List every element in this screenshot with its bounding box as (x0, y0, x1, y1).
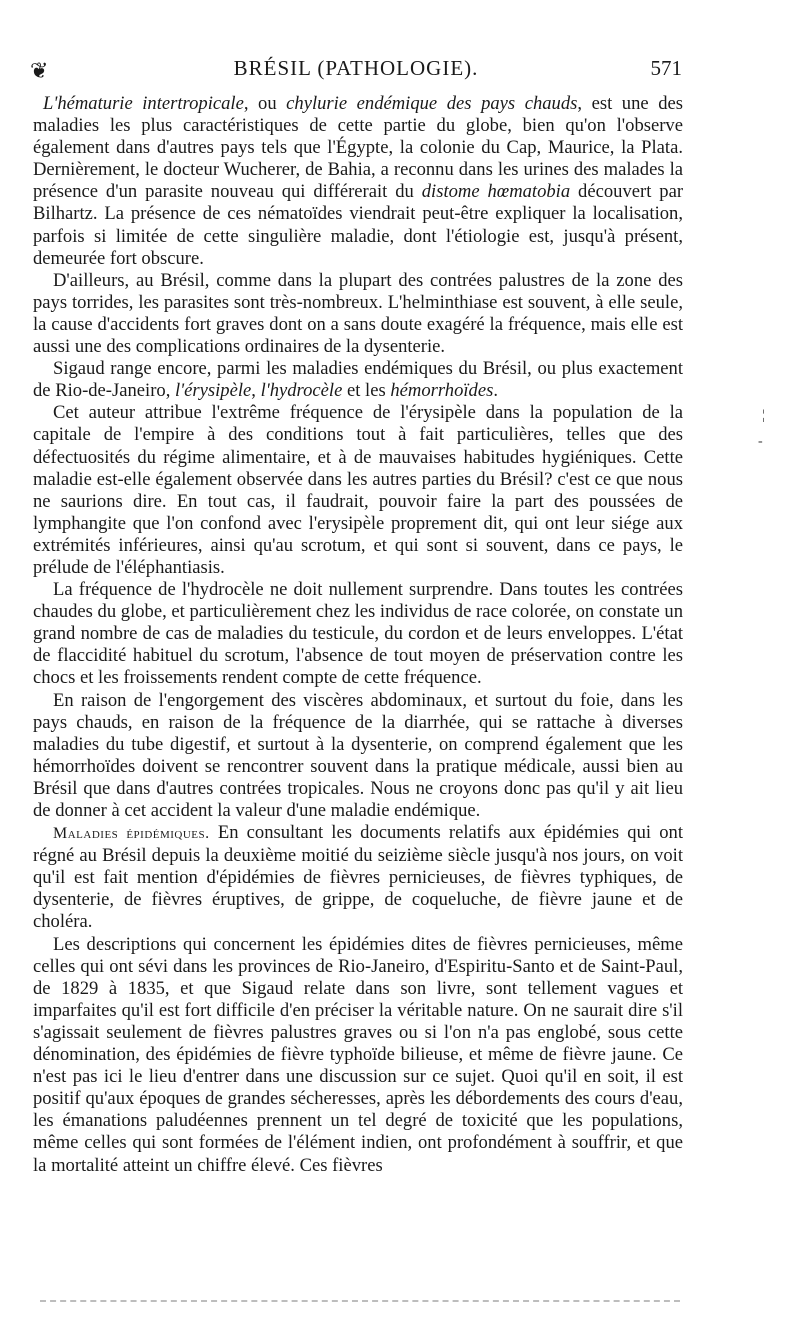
body-text (33, 93, 683, 1177)
paragraph (33, 358, 683, 402)
paragraph-text: La fréquence de l'hydrocèle ne doit nullement surprendre. Dans toutes les contrées chaudes du globe, et particulièrement chez les individus de race colorée, on constate un grand nombre de cas de maladies du testicule, du cordon et de leurs enveloppes. L'état de flaccidité habituel du scrotum, l'absence de tout moyen de préservation contre les chocs et les froissements rendent compte de cette fréquence. (33, 579, 684, 689)
margin-mark: ¦ (762, 408, 765, 423)
paragraph-text: Cet auteur attribue l'extrême fréquence de l'érysipèle dans la population de la capitale de l'empire à des conditions tout à fait particulières, telles que des défectuosités du régime alimentaire, et à de mauvaises habitudes hygiéniques. Cette maladie est-elle également observée dans les autres parties du Brésil? c'est ce que nous ne saurions dire. En tout cas, il faudrait, pouvoir faire la part des poussées de lymphangite que l'on confond avec l'erysipèle proprement dit, qui ont leur siége aux extrémités inférieures, ainsi qu'au scrotum, et qui sont si souvent, dans ce pays, le prélude de l'éléphantiasis. (33, 402, 683, 578)
page-number: 571 (650, 56, 682, 80)
paragraph-text: D'ailleurs, au Brésil, comme dans la plupart des contrées palustres de la zone des pays torrides, les parasites sont très-nombreux. L'helminthiase est souvent, à elle seule, la cause d'accidents fort graves dont on a sans doute exagéré la fréquence, mais elle est aussi une des complications ordinaires de la dysenterie. (33, 269, 683, 358)
paragraph (33, 690, 683, 823)
margin-mark: - (758, 434, 763, 449)
italic-term: l'érysipèle (175, 380, 252, 402)
paragraph-text: En consultant les documents relatifs aux épidémies qui ont régné au Brésil depuis la deuxième moitié du seizième siècle jusqu'à nos jours, on voit qu'il est fait mention d'épidémies de fièvres pernicieuses, de fièvres typhiques, de dysenterie, de fièvres éruptives, de grippe, de coqueluche, de fièvre jaune et de choléra. (33, 822, 683, 933)
italic-term: hématurie intertropicale (57, 93, 244, 114)
paragraph-text: , (251, 380, 261, 402)
running-head (30, 56, 682, 86)
paragraph-text: Les descriptions qui concernent les épidémies dites de fièvres pernicieuses, même celles qui ont sévi dans les provinces de Rio-Janeiro, d'Espiritu-Santo et de Saint-Paul, de 1829 à 1835, et que Sigaud relate dans son livre, sont tellement vagues et imparfaites qu'il est fort difficile d'en préciser la véritable nature. On ne saurait dire s'il s'agissait seulement de fièvres palustres graves ou si l'on n'a pas englobé, sous cette dénomination, des épidémies de fièvre typhoïde bilieuse, et même de fièvre jaune. Ce n'est pas ici le lieu d'entrer dans une discussion sur ce sujet. Quoi qu'il en soit, il est positif qu'aux époques de grandes sécheresses, après les débordements des cours d'eau, les émanations paludéennes prennent un tel degré de toxicité que les populations, même celles qui sont formées de l'élément indien, ont profondément à souffrir, et que la mortalité atteint un chiffre élevé. Ces fièvres (33, 933, 683, 1176)
italic-term: l'hydrocèle (260, 380, 343, 402)
paragraph (33, 579, 683, 689)
paragraph-text: , ou (243, 93, 287, 114)
paragraph-text: Sigaud range encore, parmi les maladies endémiques du Brésil, ou plus exactement de Rio-de-Janeiro, (33, 358, 683, 402)
paragraph-text: En raison de l'engorgement des viscères abdominaux, et surtout du foie, dans les pays chauds, en raison de la fréquence de la diarrhée, qui se rattache à diverses maladies du tube digestif, et surtout à la dysenterie, on comprend également que les hémorrhoïdes doivent se rencontrer souvent dans la pratique médicale, aussi bien au Brésil que dans d'autres contrées tropicales. Nous ne croyons donc pas qu'il y ait lieu de donner à cet accident la valeur d'une maladie endémique. (33, 689, 683, 821)
paragraph (33, 934, 683, 1177)
fleuron-mark: ❦ (30, 58, 49, 83)
paragraph-text: . (493, 380, 498, 402)
paragraph (33, 402, 683, 579)
paragraph-text: , est une des maladies les plus caractéristiques de cette partie du globe, bien qu'on l'observe également dans d'autres pays tels que l'Égypte, la colonie du Cap, Maurice, la Plata. Dernièrement, le docteur Wucherer, de Bahia, a reconnu dans les urines des malades la présence d'un parasite nouveau qui différerait du (33, 93, 683, 203)
italic-term: distome hœmatobia (421, 181, 571, 203)
italic-term: L' (43, 93, 58, 114)
paragraph (33, 93, 683, 270)
italic-term: chylurie endémique des pays chauds (286, 93, 578, 114)
footer-rule (40, 1300, 680, 1302)
paragraph (33, 822, 683, 933)
italic-term: hémorrhoïdes (390, 380, 494, 402)
paragraph (33, 270, 683, 358)
page-title: BRÉSIL (PATHOLOGIE). (233, 56, 479, 80)
paragraph-text: et les (342, 380, 391, 402)
section-heading: Maladies épidémiques. (53, 825, 210, 843)
paragraph-text: découvert par Bilhartz. La présence de ces nématoïdes viendrait peut-être expliquer la localisation, parfois si limitée de cette singulière maladie, dont l'étiologie est, jusqu'à présent, demeurée fort obscure. (33, 181, 684, 269)
